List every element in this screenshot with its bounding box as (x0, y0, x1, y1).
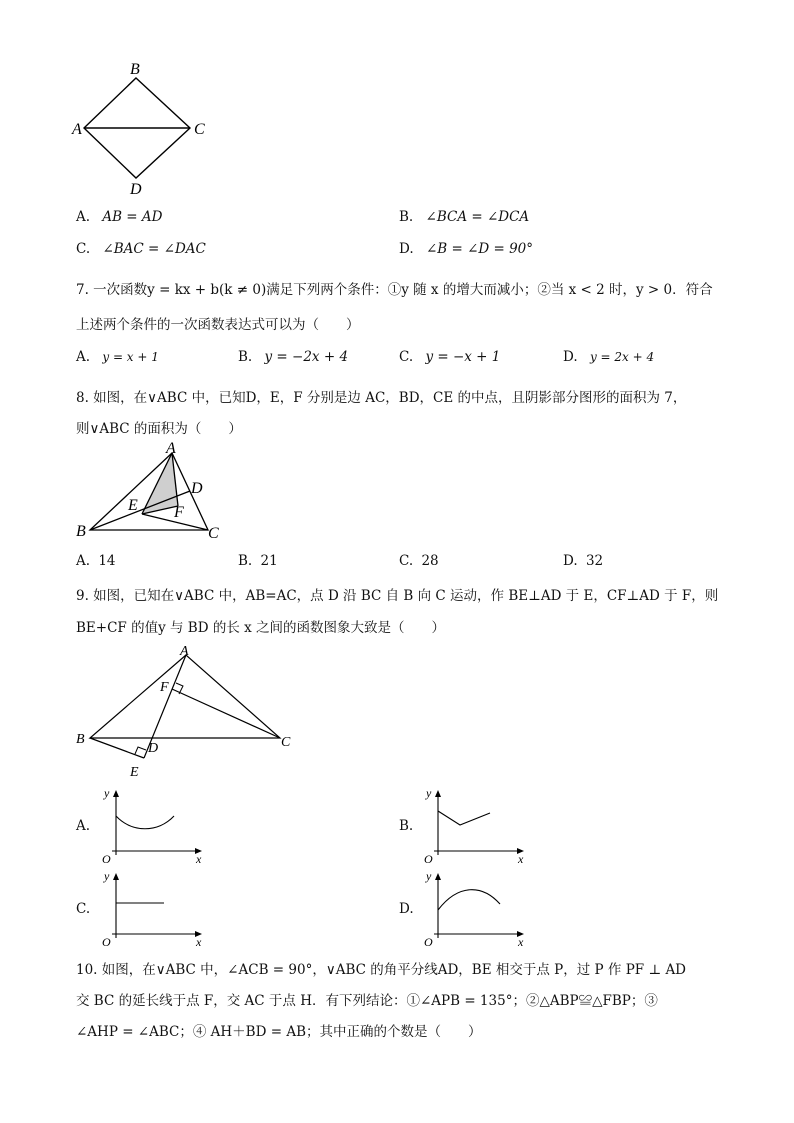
q7-stem-line1: 7. 一次函数y = kx + b(k ≠ 0)满足下列两个条件：①y 随 x 的增大而减小；②当 x < 2 时，y > 0．符合 (76, 282, 713, 298)
q8-stem-line2: 则∨ABC 的面积为（ ） (76, 421, 242, 437)
q6-option-d-key: D. (399, 241, 414, 257)
q9-option-c-key[interactable]: C. (76, 901, 91, 917)
q7-option-b[interactable] (238, 349, 348, 365)
q8-option-c-key: C. (399, 553, 414, 569)
q6-option-c-key: C. (76, 241, 91, 257)
q6-rhombus-figure (70, 58, 220, 198)
q9-graph-c-x-label: x (196, 935, 202, 949)
q8-label-e: E (128, 497, 138, 514)
q8-option-d-key: D. (563, 553, 578, 569)
q7-option-c-text: y = −x + 1 (425, 349, 501, 365)
q10-stem-line1: 10. 如图，在∨ABC 中，∠ACB = 90°，∨ABC 的角平分线AD，BE 相交于点 P，过 P 作 PF ⊥ AD (76, 962, 687, 978)
q9-graph-d-y-label: y (426, 869, 432, 883)
q9-option-d-key[interactable]: D. (399, 901, 414, 917)
q9-graph-b-origin: O (424, 852, 433, 866)
q9-segment-cf (172, 689, 280, 738)
q9-graph-c-origin: O (102, 935, 111, 949)
q9-graph-c[interactable] (96, 866, 211, 951)
q9-label-b: B (76, 732, 85, 747)
q9-label-d: D (148, 741, 159, 756)
q7-option-a-key: A. (76, 349, 91, 365)
q8-option-b[interactable] (238, 553, 278, 569)
q7-option-b-key: B. (238, 349, 253, 365)
q6-label-a: A (72, 121, 82, 138)
q8-label-d: D (191, 480, 203, 497)
q6-option-d-text: ∠B = ∠D = 90° (425, 241, 534, 257)
q6-option-a-text: AB = AD (102, 209, 163, 225)
q9-graph-b-polyline (438, 811, 490, 825)
q9-graph-c-y-label: y (104, 869, 110, 883)
q7-option-d[interactable] (563, 349, 654, 365)
q10-stem-line2: 交 BC 的延长线于点 F，交 AC 于点 H．有下列结论：①∠APB = 135°；②△ABP≌△FBP；③ (76, 993, 658, 1009)
q7-option-c[interactable] (399, 349, 500, 365)
q9-stem-line2: BE+CF 的值y 与 BD 的长 x 之间的函数图象大致是（ ） (76, 620, 446, 636)
q9-label-e: E (130, 765, 139, 780)
q8-option-b-text: 21 (260, 553, 278, 569)
q7-option-b-text: y = −2x + 4 (264, 349, 349, 365)
q6-label-c: C (194, 121, 205, 138)
q9-segment-be (90, 738, 144, 758)
q9-graph-d[interactable] (418, 866, 533, 951)
q9-graph-a-curve (116, 816, 174, 829)
q9-triangle-figure (72, 642, 302, 782)
q9-option-b-key[interactable]: B. (399, 818, 414, 834)
q9-graph-a-x-label: x (196, 852, 202, 866)
q6-option-c[interactable] (76, 241, 206, 257)
q6-option-b-key: B. (399, 209, 414, 225)
q9-graph-b-x-label: x (518, 852, 524, 866)
q8-option-a-text: 14 (98, 553, 116, 569)
q8-option-a[interactable] (76, 553, 116, 569)
q8-option-d[interactable] (563, 553, 603, 569)
q9-right-angle-e (135, 747, 146, 754)
q9-stem-line1: 9. 如图，已知在∨ABC 中，AB=AC，点 D 沿 BC 自 B 向 C 运动，作 BE⊥AD 于 E，CF⊥AD 于 F，则 (76, 588, 719, 604)
q7-option-d-text: y = 2x + 4 (589, 350, 655, 364)
q8-label-a: A (166, 440, 176, 457)
q9-label-a: A (180, 644, 189, 659)
q8-option-c[interactable] (399, 553, 439, 569)
q8-label-b: B (76, 523, 86, 540)
q6-label-b: B (130, 61, 140, 78)
q9-option-a-key[interactable]: A. (76, 818, 91, 834)
q8-option-d-text: 32 (585, 553, 604, 569)
q6-option-a-key: A. (76, 209, 91, 225)
q8-triangle-figure (72, 440, 232, 544)
q9-graph-d-x-label: x (518, 935, 524, 949)
q8-option-b-key: B. (238, 553, 253, 569)
q6-option-c-text: ∠BAC = ∠DAC (102, 241, 206, 257)
q9-graph-a-y-label: y (104, 786, 110, 800)
q8-stem-line1: 8. 如图，在∨ABC 中，已知D，E，F 分别是边 AC，BD，CE 的中点，且阴影部分图形的面积为 7， (76, 390, 687, 406)
q6-label-d: D (130, 181, 142, 198)
q9-graph-b-y-arrow (435, 790, 441, 797)
q9-graph-b-y-label: y (426, 786, 432, 800)
q6-option-a[interactable] (76, 209, 162, 225)
q9-graph-b[interactable] (418, 783, 533, 868)
q9-graph-a-origin: O (102, 852, 111, 866)
q8-option-c-text: 28 (421, 553, 439, 569)
q8-label-c: C (208, 525, 219, 542)
q9-right-angle-f (176, 683, 183, 694)
q9-label-f: F (160, 680, 169, 695)
q6-option-b-text: ∠BCA = ∠DCA (425, 209, 530, 225)
q8-label-f: F (174, 504, 184, 521)
q9-graph-a[interactable] (96, 783, 211, 868)
q7-option-c-key: C. (399, 349, 414, 365)
q6-option-b[interactable] (399, 209, 529, 225)
q8-option-a-key: A. (76, 553, 91, 569)
q9-graph-c-y-arrow (113, 873, 119, 880)
q7-stem-line2: 上述两个条件的一次函数表达式可以为（ ） (76, 317, 360, 333)
q6-option-d[interactable] (399, 241, 533, 257)
q9-graph-d-origin: O (424, 935, 433, 949)
q7-option-a-text: y = x + 1 (102, 350, 159, 364)
q7-option-a[interactable] (76, 349, 159, 365)
q10-stem-line3: ∠AHP = ∠ABC；④ AH＋BD = AB；其中正确的个数是（ ） (76, 1024, 482, 1040)
q9-graph-a-y-arrow (113, 790, 119, 797)
q9-graph-d-curve (438, 890, 500, 910)
q9-graph-d-y-arrow (435, 873, 441, 880)
q9-label-c: C (281, 735, 291, 750)
q7-option-d-key: D. (563, 349, 578, 365)
